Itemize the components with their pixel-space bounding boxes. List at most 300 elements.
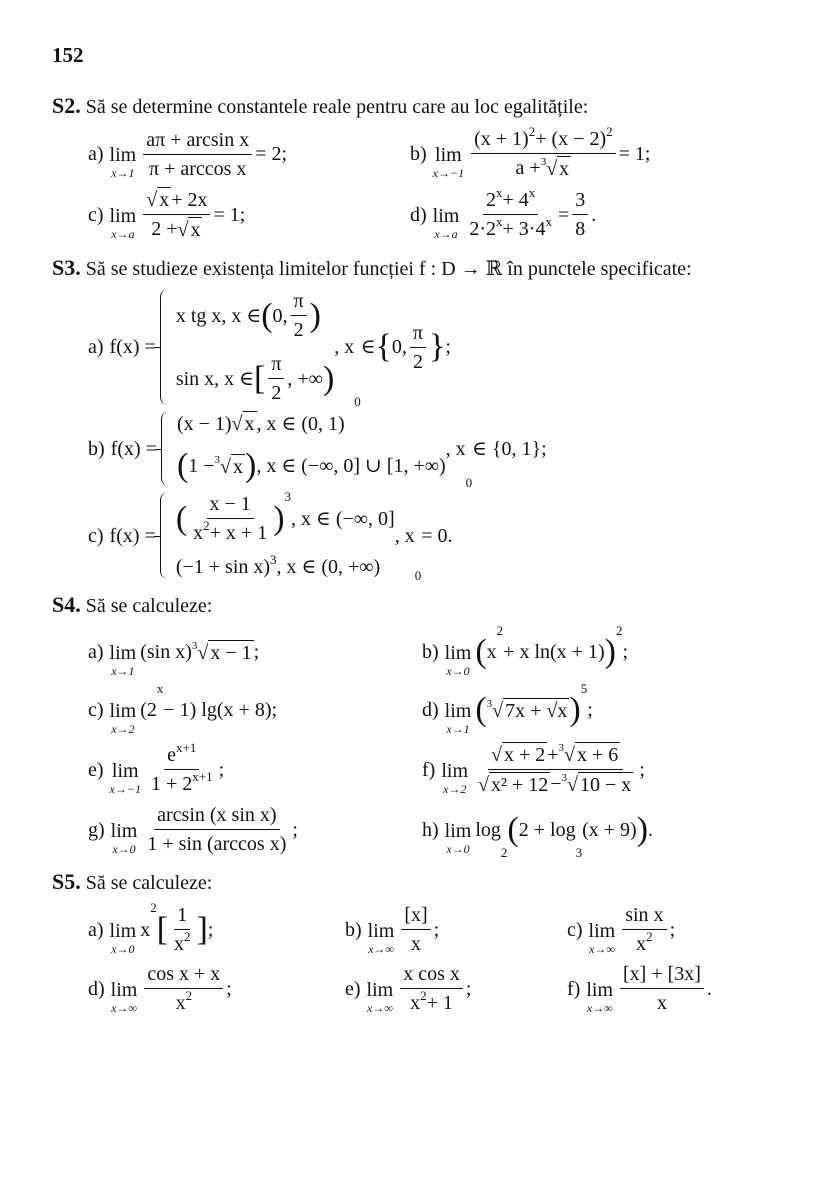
superscript: 2: [646, 929, 653, 944]
limit-subscript: x→−1: [432, 166, 465, 180]
superscript: 3: [270, 552, 277, 567]
problem-s2: [52, 92, 812, 242]
limit-operator: [445, 804, 472, 856]
limit-subscript: x→0: [111, 941, 135, 956]
math-text: , x: [334, 336, 355, 358]
exercise-s4-c: [88, 681, 422, 736]
math-text: + 2x: [171, 189, 208, 211]
math-expression: [110, 128, 288, 181]
math-text: x: [244, 413, 255, 435]
lim-word: lim: [111, 759, 139, 782]
fraction: [291, 289, 307, 342]
root-index: 3: [214, 453, 221, 466]
exercise-s4-e: [88, 740, 422, 796]
limit-subscript: x→0: [112, 841, 136, 856]
lim-word: lim: [432, 204, 460, 227]
radicand: [503, 698, 569, 723]
fraction: [475, 742, 636, 797]
math-expression: [111, 803, 298, 856]
superscript: x: [496, 214, 503, 229]
exercise-s5-c: [567, 903, 675, 956]
exercise-row: [88, 623, 812, 678]
denominator: [407, 989, 456, 1015]
numerator: [620, 962, 704, 989]
problem-statement: Să se determine constantele reale pentru care au loc egalitățile:: [85, 96, 589, 118]
math-text: + (x − 2): [535, 128, 607, 150]
radical: [541, 156, 571, 181]
math-text: + 4: [502, 189, 529, 211]
radicand: [231, 454, 245, 479]
math-text: , x: [394, 524, 415, 547]
math-text: , +∞: [287, 367, 323, 390]
math-text: (sin x): [140, 641, 192, 663]
radicand: [578, 772, 633, 797]
radical-sign-icon: √: [177, 219, 189, 241]
denominator: [144, 830, 289, 856]
exercise-s5-d: [88, 962, 345, 1015]
math-text: x: [559, 158, 570, 180]
denominator: [633, 930, 656, 956]
exercise-s2-b: [410, 124, 651, 181]
math-text: 3: [575, 189, 586, 211]
math-text: , x ∈ (−∞, 0]: [291, 507, 395, 530]
radical-sign-icon: √: [231, 413, 243, 435]
exercise-label: a): [88, 143, 104, 165]
page-number: 152: [52, 43, 84, 67]
limit-operator: [368, 904, 395, 956]
math-text: π + arccos x: [149, 157, 247, 180]
fraction: [190, 492, 270, 545]
math-text: ;: [226, 977, 232, 1000]
problem-s3-heading: [52, 254, 812, 283]
exercise-label: b): [422, 641, 439, 663]
exercise-row: [88, 289, 812, 409]
left-brace-icon: [160, 492, 170, 579]
limit-subscript: x→∞: [368, 941, 394, 956]
numerator: [400, 962, 463, 989]
radical-sign-icon: √: [491, 744, 502, 766]
exercise-s4-a: [88, 626, 422, 678]
math-expression: [110, 411, 547, 490]
math-expression: [444, 681, 593, 736]
problem-s5-heading: [52, 868, 812, 897]
superscript: 2: [528, 124, 536, 139]
radicand: [157, 187, 171, 212]
math-text: ∈: [360, 336, 376, 358]
problem-s4: [52, 591, 812, 860]
math-text: [x] + [3x]: [623, 963, 701, 985]
denominator: [146, 155, 249, 181]
math-text: x: [410, 992, 421, 1014]
lim-word: lim: [444, 642, 472, 664]
lim-word: lim: [588, 919, 616, 942]
superscript: 2: [184, 929, 191, 944]
exercise-s4-b: [422, 623, 628, 678]
exercise-s3-c: [88, 489, 453, 583]
radicand: [188, 217, 202, 242]
denominator: [268, 379, 284, 405]
math-text: x − 1: [209, 493, 251, 515]
math-expression: [589, 903, 676, 956]
lim-word: lim: [444, 819, 472, 842]
math-text: .: [706, 977, 712, 1000]
exercise-row: [88, 803, 812, 860]
radical-sign-icon: √: [197, 641, 209, 664]
exercise-s4-f: [422, 742, 645, 797]
math-text: 7x + √x: [505, 699, 568, 722]
limit-subscript: x→1: [446, 722, 470, 736]
subscript: 2: [500, 844, 508, 860]
limit-subscript: x→1: [111, 664, 135, 678]
exercise-row: [88, 124, 812, 181]
radical: [478, 772, 550, 797]
superscript: 2: [203, 518, 210, 533]
math-text: .: [648, 818, 654, 841]
math-text: .: [591, 203, 597, 226]
exercise-s4-g: [88, 803, 422, 856]
math-expression: [111, 962, 232, 1015]
superscript: 2: [615, 623, 623, 638]
math-text: ;: [639, 758, 645, 781]
math-text: aπ + arcsin x: [146, 128, 250, 151]
limit-operator: [110, 744, 141, 796]
radical-sign-icon: √: [546, 158, 558, 180]
radical: [491, 742, 547, 767]
math-text: x: [193, 522, 204, 544]
math-text: , x ∈ (0, 1): [256, 412, 345, 435]
limit-operator: [111, 804, 138, 856]
math-text: + 1: [426, 992, 453, 1014]
math-expression: [444, 623, 628, 678]
math-text: =: [557, 203, 570, 226]
exercise-s2-d: [410, 185, 597, 241]
math-text: π: [293, 290, 304, 312]
numerator: [483, 185, 538, 215]
bracket: [: [156, 910, 169, 948]
math-text: +: [547, 744, 559, 766]
math-text: 2: [412, 350, 423, 373]
numerator: [572, 188, 588, 215]
superscript: 2: [420, 988, 427, 1003]
exercise-s5-b: [345, 903, 567, 956]
radical-sign-icon: √: [478, 774, 489, 796]
limit-subscript: x→1: [111, 166, 135, 180]
math-text: (−1 + sin x): [175, 556, 271, 578]
math-text: log: [475, 818, 501, 841]
math-text: 1: [177, 904, 188, 926]
lim-word: lim: [366, 978, 394, 1001]
math-text: f(x) =: [109, 524, 156, 547]
superscript: x: [545, 214, 552, 229]
bracket: (: [176, 447, 189, 484]
radical: [215, 454, 245, 479]
math-text: x + 2: [503, 744, 546, 766]
fraction: [148, 740, 216, 796]
math-text: x: [190, 219, 201, 241]
subscript: 0: [414, 568, 422, 583]
limit-operator: [110, 189, 137, 241]
fraction: [401, 903, 430, 956]
radical: [178, 217, 203, 242]
bracket: (: [175, 499, 188, 537]
math-expression: [586, 962, 712, 1015]
math-text: (x + 1): [474, 128, 529, 150]
math-text: (2: [140, 699, 157, 721]
bracket: ): [604, 633, 616, 670]
exercise-label: d): [88, 977, 105, 1000]
limit-operator: [589, 904, 616, 956]
math-text: ;: [587, 699, 593, 721]
radicand: [489, 772, 550, 797]
math-text: = 1;: [213, 203, 246, 226]
math-text: 2 +: [151, 218, 178, 240]
radical: [562, 772, 634, 797]
fraction: [471, 124, 616, 181]
fraction: [622, 903, 666, 956]
exercise-label: a): [88, 918, 104, 941]
math-text: x cos x: [403, 963, 460, 985]
exercise-s2-a: [88, 128, 410, 181]
superscript: x: [528, 185, 536, 200]
math-text: x: [174, 933, 185, 955]
math-text: cos x + x: [147, 963, 221, 985]
exercise-label: e): [88, 758, 104, 781]
math-text: = 0.: [421, 524, 453, 547]
math-text: 2·2: [469, 218, 497, 240]
radical: [192, 640, 254, 665]
math-expression: [444, 804, 654, 860]
lim-word: lim: [109, 204, 137, 227]
math-text: 0,: [391, 336, 407, 358]
radicand: [575, 742, 620, 767]
denominator: [572, 215, 588, 241]
case-row: [177, 411, 446, 436]
denominator: [654, 989, 670, 1015]
superscript: x: [156, 681, 164, 696]
limit-subscript: x→a: [434, 226, 458, 241]
exercise-label: b): [88, 437, 105, 460]
radicand: [208, 640, 253, 665]
exercise-label: a): [88, 336, 104, 358]
radicand: [557, 156, 571, 181]
problem-statement: Să se calculeze:: [85, 595, 213, 617]
bracket: [: [253, 359, 266, 397]
math-text: ;: [218, 758, 225, 781]
limit-operator: [445, 684, 472, 736]
math-text: (x − 1): [176, 412, 232, 435]
exercise-row: [88, 411, 812, 490]
denominator: [410, 348, 426, 374]
superscript: x: [496, 185, 503, 200]
math-text: arcsin (x sin x): [157, 804, 277, 826]
math-text: x tg x, x ∈: [175, 304, 262, 327]
problem-number: S2.: [52, 93, 81, 118]
bracket: (: [507, 810, 519, 848]
limit-operator: [433, 189, 460, 241]
math-text: − 1) lg(x + 8);: [163, 699, 278, 721]
fraction: [144, 803, 289, 856]
limit-operator: [445, 626, 472, 678]
exercise-s4-h: [422, 804, 654, 860]
radicand: [502, 742, 547, 767]
numerator: [268, 352, 284, 379]
problem-number: S5.: [52, 869, 81, 894]
radical: [559, 742, 621, 767]
math-text: 1 + 2: [150, 773, 193, 795]
numerator: [207, 492, 254, 519]
exercise-label: c): [88, 699, 104, 721]
fraction: [171, 903, 194, 956]
math-text: ;: [433, 918, 440, 941]
math-text: ;: [622, 641, 628, 663]
math-text: (x + 9): [582, 818, 637, 841]
math-text: sin x, x ∈: [175, 367, 254, 390]
problem-s4-heading: [52, 591, 812, 620]
denominator: [408, 930, 424, 956]
exercise-s3-b: [88, 411, 547, 490]
bracket: ): [245, 447, 257, 484]
limit-operator: [367, 963, 394, 1015]
math-text: ∈ {0, 1};: [472, 437, 547, 460]
fraction: [466, 185, 555, 241]
limit-operator: [111, 963, 138, 1015]
math-text: , x: [445, 437, 466, 460]
math-text: x − 1: [210, 641, 252, 664]
math-text: , x ∈ (−∞, 0] ∪ [1, +∞): [256, 455, 446, 477]
denominator: [148, 215, 205, 242]
problem-s2-heading: [52, 92, 812, 121]
exercise-s5-f: [567, 962, 712, 1015]
math-text: + 3·4: [502, 218, 546, 240]
bracket: ): [273, 499, 285, 537]
math-text: 2: [293, 319, 304, 341]
problem-s3: [52, 254, 812, 583]
math-text: [x]: [404, 904, 428, 926]
math-text: f(x) =: [109, 336, 156, 358]
limit-subscript: x→−1: [109, 781, 141, 796]
root-index: 3: [558, 742, 565, 754]
math-expression: [109, 900, 214, 956]
exercise-row: [88, 962, 812, 1015]
exercise-row: [88, 900, 812, 956]
numerator: [174, 903, 190, 930]
root-index: 3: [561, 772, 568, 784]
math-text: ;: [207, 918, 214, 941]
math-text: 2: [486, 189, 497, 211]
exercise-row: [88, 489, 812, 583]
math-text: x: [175, 992, 186, 1014]
math-text: −: [550, 773, 562, 795]
radical-sign-icon: √: [564, 744, 576, 766]
subscript: 0: [354, 394, 361, 409]
math-text: + x + 1: [209, 522, 268, 544]
numerator: [291, 289, 307, 316]
exercise-s5-a: [88, 900, 345, 956]
math-text: 10 − x: [580, 774, 632, 796]
exercise-label: d): [422, 699, 439, 721]
superscript: 2: [150, 900, 157, 915]
math-text: 8: [575, 218, 586, 240]
fraction: [143, 187, 210, 242]
radicand: [243, 411, 257, 436]
math-text: = 2;: [255, 143, 288, 165]
bracket: ): [636, 810, 649, 848]
subscript: 3: [575, 844, 583, 860]
exercise-label: e): [345, 977, 361, 1000]
limit-operator: [110, 626, 137, 678]
radical: [487, 698, 570, 723]
bracket: ]: [196, 910, 208, 948]
lim-word: lim: [441, 759, 468, 782]
limit-subscript: x→∞: [586, 1000, 613, 1015]
limit-subscript: x→2: [111, 722, 135, 736]
lim-word: lim: [109, 144, 137, 166]
limit-operator: [110, 904, 137, 956]
math-text: + x ln(x + 1): [503, 641, 605, 663]
bracket: ): [322, 359, 335, 397]
math-expression: [432, 185, 597, 241]
exercise-label: b): [345, 918, 362, 941]
math-text: π: [271, 353, 282, 375]
lim-word: lim: [110, 978, 138, 1001]
math-text: x: [486, 641, 497, 663]
math-text: x: [233, 455, 244, 478]
radical-sign-icon: √: [492, 699, 504, 722]
bracket: {: [375, 328, 392, 365]
math-text: π: [412, 321, 424, 344]
exercise-row: [88, 187, 812, 242]
math-text: 2 + log: [518, 818, 576, 841]
math-expression: [110, 187, 246, 242]
limit-operator: [441, 744, 468, 796]
fraction: [268, 352, 284, 405]
problem-number: S3.: [52, 255, 81, 280]
limit-subscript: x→∞: [111, 1000, 137, 1015]
piecewise-function: [157, 411, 446, 486]
math-text: 1 + sin (arccos x): [147, 833, 287, 855]
lim-word: lim: [109, 919, 137, 942]
limit-subscript: x→0: [446, 841, 470, 856]
page-content: [52, 92, 812, 1027]
root-index: 3: [191, 639, 198, 652]
piecewise-function: [156, 489, 395, 579]
fraction: [572, 188, 588, 241]
math-text: x: [411, 933, 421, 955]
math-expression: [110, 626, 260, 678]
lim-word: lim: [110, 819, 138, 842]
lim-word: lim: [444, 700, 472, 722]
case-row: [175, 552, 395, 579]
case-row: [176, 352, 334, 405]
case-row: [176, 289, 334, 342]
exercise-label: f): [422, 758, 436, 781]
numerator: [143, 187, 210, 215]
superscript: 2: [606, 124, 613, 139]
exercise-s3-a: [88, 289, 451, 409]
left-brace-icon: [161, 411, 171, 486]
math-expression: [441, 742, 645, 797]
math-text: x² + 12: [490, 774, 549, 796]
root-index: 3: [540, 156, 547, 168]
math-text: sin x: [625, 904, 664, 926]
bracket: ): [569, 691, 581, 728]
math-text: a +: [515, 157, 541, 179]
case-rows: [176, 289, 334, 405]
math-expression: [109, 740, 225, 796]
case-row: [175, 489, 395, 545]
lim-word: lim: [586, 978, 613, 1001]
subscript: 0: [465, 475, 473, 490]
